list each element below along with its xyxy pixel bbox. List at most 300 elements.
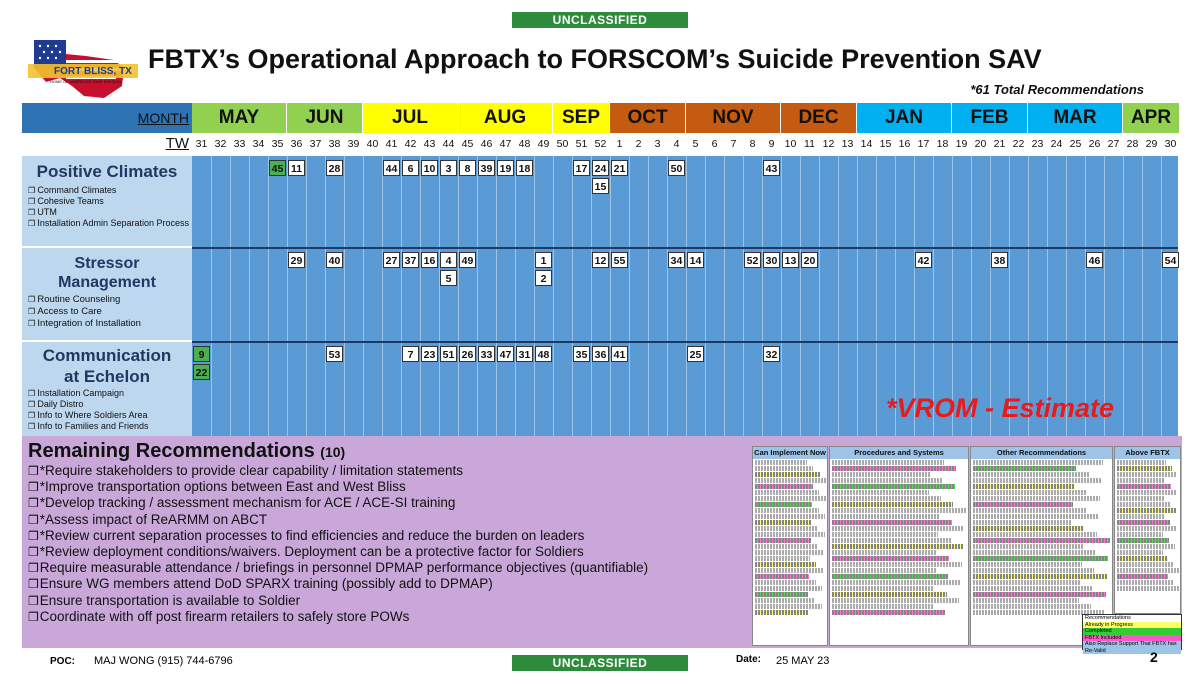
grid-vline [610, 156, 611, 436]
remaining-item: ❒ *Review deployment conditions/waivers. Deployment can be a protective factor for Soldiers [28, 544, 744, 560]
date-value: 25 MAY 23 [776, 655, 830, 667]
grid-vline [401, 156, 402, 436]
fine-print-line [832, 496, 941, 501]
tw-number: 10 [784, 138, 797, 150]
grid-vline [477, 156, 478, 436]
row-label-stressor-management [22, 248, 192, 341]
tw-number: 52 [594, 138, 607, 150]
tw-number: 30 [1164, 138, 1177, 150]
recommendation-badge: 35 [573, 346, 590, 362]
recommendation-badge: 28 [326, 160, 343, 176]
poc-label: POC: [50, 656, 75, 667]
tw-number: 38 [328, 138, 341, 150]
fine-print-line [832, 514, 940, 519]
recommendation-badge: 36 [592, 346, 609, 362]
fine-print-line [1117, 562, 1174, 567]
fine-print-line [973, 586, 1093, 591]
row-items [22, 185, 192, 229]
fine-print-line [973, 478, 1101, 483]
recommendation-badge: 20 [801, 252, 818, 268]
tw-number: 34 [252, 138, 265, 150]
recommendation-badge: 40 [326, 252, 343, 268]
fine-print-line [832, 532, 938, 537]
fine-print-line [755, 532, 825, 537]
fine-print-line [1117, 532, 1163, 537]
row-label-positive-climates [22, 156, 192, 247]
recommendation-badge: 2 [535, 270, 552, 286]
tw-number: 49 [537, 138, 550, 150]
fine-print-line [755, 526, 818, 531]
grid-vline [420, 156, 421, 436]
row-items [22, 388, 192, 432]
tw-number: 43 [423, 138, 436, 150]
recommendation-badge: 42 [915, 252, 932, 268]
fine-print-line [1117, 580, 1174, 585]
fine-print-line [973, 598, 1079, 603]
fine-print-line [973, 484, 1075, 489]
fine-print-line [755, 592, 808, 597]
tw-number: 1 [616, 138, 623, 150]
panel-header: Above FBTX [1115, 447, 1180, 459]
fine-print-line [832, 556, 949, 561]
legend-item: Already in Progress [1083, 622, 1181, 629]
month-11: APR [1123, 103, 1180, 133]
fine-print-line [832, 520, 952, 525]
fine-print-line [755, 610, 808, 615]
fine-print-line [755, 562, 816, 567]
fine-print-line [755, 580, 816, 585]
month-2: JUL [363, 103, 458, 133]
fine-print-line [1117, 586, 1179, 591]
grid-vline [211, 156, 212, 436]
remaining-item: ❒ *Require stakeholders to provide clear capability / limitation statements [28, 463, 744, 479]
fine-print-line [973, 496, 1100, 501]
fine-print-line [1117, 472, 1177, 477]
fine-print-line [832, 568, 936, 573]
fine-print-line [755, 598, 815, 603]
fine-print-line [973, 538, 1110, 543]
legend-item: Completed [1083, 628, 1181, 635]
remaining-item: ❒ *Develop tracking / assessment mechanism for ACE / ACE-SI training [28, 495, 744, 511]
fine-print-line [1117, 460, 1166, 465]
row-item: ❒ UTM [28, 207, 192, 218]
row-title: Stressor Management [58, 255, 156, 291]
recommendation-badge: 14 [687, 252, 704, 268]
row-item: ❒ Access to Care [28, 306, 192, 318]
fine-print-line [832, 580, 960, 585]
tw-number: 11 [804, 138, 815, 150]
grid-vline [306, 156, 307, 436]
recommendation-badge: 26 [459, 346, 476, 362]
recommendation-badge: 6 [402, 160, 419, 176]
fine-print-line [832, 460, 944, 465]
fine-print-line [973, 526, 1084, 531]
grid-vline [591, 156, 592, 436]
recommendation-badge: 4 [440, 252, 457, 268]
grid-vline [857, 156, 858, 436]
fine-print-line [1117, 502, 1170, 507]
recommendation-badge: 54 [1162, 252, 1179, 268]
fine-print-line [973, 514, 1098, 519]
recommendation-badge: 46 [1086, 252, 1103, 268]
fine-print-line [755, 460, 807, 465]
row-item: ❒ Routine Counseling [28, 294, 192, 306]
tw-number: 47 [499, 138, 512, 150]
fine-print-line [973, 502, 1073, 507]
row-item: ❒ Installation Campaign [28, 388, 192, 399]
month-9: FEB [952, 103, 1028, 133]
tw-number: 35 [271, 138, 284, 150]
remaining-item: ❒ Coordinate with off post firearm retailers to safely store POWs [28, 609, 744, 625]
recommendation-badge: 33 [478, 346, 495, 362]
panel-above-fbtx [1114, 446, 1181, 614]
tw-number: 28 [1126, 138, 1139, 150]
recommendation-badge: 16 [421, 252, 438, 268]
row-title: Communication at Echelon [42, 346, 172, 386]
classification-banner-top: UNCLASSIFIED [512, 12, 688, 28]
tw-number: 14 [860, 138, 873, 150]
fine-print-line [1117, 526, 1176, 531]
tw-number: 37 [309, 138, 322, 150]
grid-vline [819, 156, 820, 436]
grid-vline [1123, 156, 1124, 436]
grid-vline [667, 156, 668, 436]
tw-number: 36 [290, 138, 303, 150]
recommendation-badge: 8 [459, 160, 476, 176]
fine-print-line [973, 592, 1106, 597]
grid-vline [629, 156, 630, 436]
fine-print-line [755, 568, 823, 573]
fine-print-line [832, 574, 948, 579]
fine-print-line [755, 496, 826, 501]
row-item: ❒ Info to Where Soldiers Area [28, 410, 192, 421]
remaining-item: ❒ Ensure WG members attend DoD SPARX training (possibly add to DPMAP) [28, 576, 744, 592]
recommendation-badge: 51 [440, 346, 457, 362]
recommendation-badge: 32 [763, 346, 780, 362]
grid-vline [724, 156, 725, 436]
grid-vline [230, 156, 231, 436]
grid-vline [743, 156, 744, 436]
tw-number: 25 [1069, 138, 1082, 150]
panel-fine-print [971, 460, 1112, 615]
recommendation-badge: 7 [402, 346, 419, 362]
grid-vline [325, 156, 326, 436]
tw-number: 9 [768, 138, 775, 150]
fine-print-line [973, 604, 1091, 609]
tw-row-label: TW [22, 134, 192, 154]
grid-vline [686, 156, 687, 436]
fine-print-line [1117, 568, 1180, 573]
fine-print-line [755, 538, 811, 543]
remaining-recommendations [22, 436, 750, 648]
fine-print-line [832, 544, 963, 549]
panel-procedures-systems [829, 446, 969, 646]
recommendation-badge: 44 [383, 160, 400, 176]
fine-print-line [755, 550, 824, 555]
fine-print-line [755, 574, 809, 579]
recommendation-badge: 23 [421, 346, 438, 362]
month-row-label: MONTH [22, 103, 192, 133]
recommendation-badge: 37 [402, 252, 419, 268]
grid-vline [762, 156, 763, 436]
panel-fine-print [1115, 460, 1180, 591]
grid-vline [515, 156, 516, 436]
fine-print-line [832, 592, 947, 597]
recommendation-badge: 21 [611, 160, 628, 176]
fine-print-line [1117, 496, 1164, 501]
row-item: ❒ Daily Distro [28, 399, 192, 410]
fine-print-line [1117, 484, 1171, 489]
fine-print-line [755, 502, 812, 507]
month-4: SEP [553, 103, 610, 133]
fine-print-line [832, 478, 942, 483]
grid-vline [344, 156, 345, 436]
grid-vline [800, 156, 801, 436]
tw-number: 44 [442, 138, 455, 150]
tw-number: 26 [1088, 138, 1101, 150]
recommendation-badge: 49 [459, 252, 476, 268]
recommendation-badge: 1 [535, 252, 552, 268]
fine-print-line [832, 490, 929, 495]
month-8: JAN [857, 103, 952, 133]
row-item: ❒ Installation Admin Separation Process [28, 218, 192, 229]
panel-header: Other Recommendations [971, 447, 1112, 459]
vrom-estimate-label: *VROM - Estimate [886, 393, 1115, 423]
tw-number: 51 [575, 138, 588, 150]
grid-vline [572, 156, 573, 436]
classification-banner-bottom: UNCLASSIFIED [512, 655, 688, 671]
grid-vline [268, 156, 269, 436]
grid-vline [781, 156, 782, 436]
row-item: ❒ Integration of Installation [28, 318, 192, 330]
recommendation-badge: 17 [573, 160, 590, 176]
logo-text: FORT BLISS, TX [54, 66, 132, 77]
fine-print-line [1117, 544, 1175, 549]
month-7: DEC [781, 103, 857, 133]
remaining-title-text: Remaining Recommendations [28, 440, 315, 462]
recommendation-badge: 34 [668, 252, 685, 268]
fine-print-line [832, 508, 966, 513]
fine-print-line [973, 544, 1083, 549]
recommendation-badge: 11 [288, 160, 305, 176]
fine-print-line [1117, 478, 1165, 483]
panel-header: Procedures and Systems [830, 447, 968, 459]
tw-number: 29 [1145, 138, 1158, 150]
month-3: AUG [458, 103, 553, 133]
tw-number: 13 [841, 138, 854, 150]
tw-number: 41 [385, 138, 398, 150]
recommendation-badge: 22 [193, 364, 210, 380]
month-10: MAR [1028, 103, 1123, 133]
status-legend [1082, 614, 1182, 654]
recommendation-badge: 53 [326, 346, 343, 362]
recommendation-badge: 18 [516, 160, 533, 176]
month-1: JUN [287, 103, 363, 133]
row-item: ❒ Info to Families and Friends [28, 421, 192, 432]
fine-print-line [973, 574, 1107, 579]
tw-number: 4 [673, 138, 680, 150]
remaining-item: ❒ *Improve transportation options between East and West Bliss [28, 479, 744, 495]
row-items [22, 294, 192, 330]
tw-number: 32 [214, 138, 227, 150]
panel-fine-print [753, 460, 827, 615]
logo-subtext: HOME OF AMERICA'S TANK DIVISION [50, 79, 122, 84]
legend-item: Recommendations [1085, 615, 1131, 621]
fine-print-line [755, 586, 822, 591]
month-5: OCT [610, 103, 686, 133]
grid-vline [458, 156, 459, 436]
tw-number: 12 [822, 138, 835, 150]
tw-number: 20 [974, 138, 987, 150]
grid-hline [192, 247, 1178, 249]
fine-print-line [832, 538, 951, 543]
fine-print-line [1117, 556, 1168, 561]
fine-print-line [755, 490, 819, 495]
fine-print-line [832, 598, 959, 603]
poc-value: MAJ WONG (915) 744-6796 [94, 655, 233, 667]
month-6: NOV [686, 103, 781, 133]
recommendation-badge: 43 [763, 160, 780, 176]
fine-print-line [755, 556, 810, 561]
tw-number: 8 [749, 138, 756, 150]
fine-print-line [832, 550, 937, 555]
tw-number: 46 [480, 138, 493, 150]
grid-vline [534, 156, 535, 436]
fine-print-line [1117, 550, 1163, 555]
grid-vline [705, 156, 706, 436]
tw-number: 45 [461, 138, 474, 150]
recommendation-badge: 5 [440, 270, 457, 286]
recommendation-badge: 15 [592, 178, 609, 194]
tw-number: 18 [936, 138, 949, 150]
fine-print-line [832, 610, 945, 615]
grid-vline [553, 156, 554, 436]
fine-print-line [755, 484, 813, 489]
grid-vline [287, 156, 288, 436]
tw-number: 6 [711, 138, 718, 150]
legend-item: Also Replace Support That FBTX has Re-Valid [1083, 641, 1181, 654]
date-label: Date: [736, 654, 762, 665]
recommendation-badge: 38 [991, 252, 1008, 268]
tw-number: 7 [730, 138, 737, 150]
recommendation-badge: 55 [611, 252, 628, 268]
tw-number: 24 [1050, 138, 1063, 150]
recommendation-badge: 47 [497, 346, 514, 362]
fine-print-line [755, 520, 811, 525]
recommendation-badge: 39 [478, 160, 495, 176]
tw-number: 21 [993, 138, 1006, 150]
tw-number: 40 [366, 138, 379, 150]
fine-print-line [1117, 490, 1177, 495]
fine-print-line [832, 472, 930, 477]
grid-hline [192, 341, 1178, 343]
tw-number: 3 [654, 138, 661, 150]
fine-print-line [973, 490, 1087, 495]
recommendation-badge: 52 [744, 252, 761, 268]
fine-print-line [755, 508, 819, 513]
fine-print-line [1117, 514, 1164, 519]
row-item: ❒ Command Climates [28, 185, 192, 196]
fine-print-line [755, 604, 822, 609]
recommendation-badge: 13 [782, 252, 799, 268]
row-label-communication [22, 342, 192, 436]
fine-print-line [1117, 466, 1172, 471]
panel-header: Can Implement Now [754, 448, 826, 457]
fine-print-line [973, 568, 1094, 573]
fine-print-line [755, 544, 817, 549]
recommendation-badge: 41 [611, 346, 628, 362]
recommendation-badge: 12 [592, 252, 609, 268]
tw-number: 23 [1031, 138, 1044, 150]
fine-print-line [755, 478, 827, 483]
fine-print-line [973, 550, 1096, 555]
row-item: ❒ Cohesive Teams [28, 196, 192, 207]
fine-print-line [973, 580, 1080, 585]
fine-print-line [973, 460, 1103, 465]
fine-print-line [832, 484, 955, 489]
fine-print-line [1117, 508, 1176, 513]
tw-number: 33 [233, 138, 246, 150]
tw-number: 16 [898, 138, 911, 150]
panel-can-implement-now [752, 446, 828, 646]
tw-number: 17 [917, 138, 930, 150]
recommendation-badge: 27 [383, 252, 400, 268]
tw-number: 5 [692, 138, 699, 150]
grid-vline [439, 156, 440, 436]
recommendation-badge: 24 [592, 160, 609, 176]
tw-number: 48 [518, 138, 531, 150]
fine-print-line [973, 472, 1089, 477]
recommendation-badge: 29 [288, 252, 305, 268]
recommendation-badge: 3 [440, 160, 457, 176]
remaining-title [28, 440, 744, 463]
legend-item: FBTX Included [1083, 635, 1181, 642]
fine-print-line [832, 562, 962, 567]
fine-print-line [755, 466, 813, 471]
remaining-item: ❒ *Review current separation processes to find efficiencies and reduce the burden on leaders [28, 528, 744, 544]
total-recommendations: *61 Total Recommendations [970, 82, 1144, 97]
fine-print-line [973, 532, 1097, 537]
recommendation-badge: 48 [535, 346, 552, 362]
fine-print-line [755, 514, 825, 519]
grid-vline [363, 156, 364, 436]
recommendation-badge: 25 [687, 346, 704, 362]
panel-fine-print [830, 460, 968, 615]
fine-print-line [832, 586, 934, 591]
grid-vline [496, 156, 497, 436]
tw-number: 19 [955, 138, 968, 150]
fine-print-line [755, 472, 820, 477]
fine-print-line [1117, 574, 1168, 579]
page-number: 2 [1150, 649, 1158, 665]
recommendation-badge: 50 [668, 160, 685, 176]
tw-number: 15 [879, 138, 892, 150]
row-title: Positive Climates [36, 162, 178, 181]
grid-vline [648, 156, 649, 436]
grid-vline [838, 156, 839, 436]
grid-vline [1161, 156, 1162, 436]
fine-print-line [832, 526, 964, 531]
recommendation-badge: 9 [193, 346, 210, 362]
recommendation-badge: 19 [497, 160, 514, 176]
remaining-count: (10) [320, 444, 346, 460]
remaining-item: ❒ Require measurable attendance / briefings in personnel DPMAP performance objectives (quantifiable) [28, 560, 744, 576]
tw-number: 2 [635, 138, 642, 150]
grid-vline [249, 156, 250, 436]
recommendation-badge: 45 [269, 160, 286, 176]
grid-vline [382, 156, 383, 436]
tw-number: 42 [404, 138, 417, 150]
